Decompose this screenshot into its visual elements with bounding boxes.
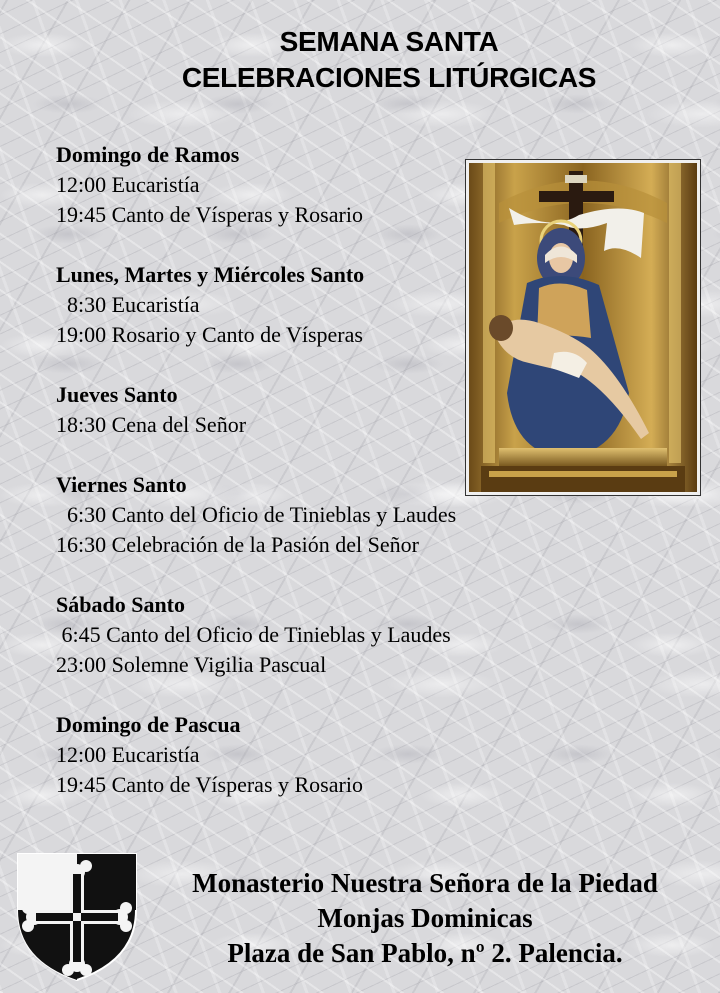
- section-title: Domingo de Ramos: [56, 142, 240, 167]
- title-line-1: SEMANA SANTA: [279, 26, 499, 57]
- section-title: Domingo de Pascua: [56, 712, 241, 737]
- footer: [150, 866, 700, 971]
- schedule-section: [56, 590, 656, 680]
- schedule-entry: 12:00 Eucaristía: [56, 172, 200, 197]
- footer-community: Monjas Dominicas: [317, 903, 533, 933]
- schedule-entry: 19:00 Rosario y Canto de Vísperas: [56, 322, 363, 347]
- section-title: Sábado Santo: [56, 592, 186, 617]
- page-title: [0, 24, 720, 96]
- schedule-entry: 18:30 Cena del Señor: [56, 412, 247, 437]
- title-line-2: CELEBRACIONES LITÚRGICAS: [181, 62, 597, 93]
- footer-monastery-name: Monasterio Nuestra Señora de la Piedad: [192, 868, 658, 898]
- dominican-cross-shield-icon: [16, 852, 138, 982]
- section-title: Lunes, Martes y Miércoles Santo: [56, 262, 365, 287]
- schedule-entry: 19:45 Canto de Vísperas y Rosario: [56, 772, 363, 797]
- schedule-section: [56, 710, 656, 800]
- schedule-entry: 19:45 Canto de Vísperas y Rosario: [56, 202, 363, 227]
- schedule-entry: 6:30 Canto del Oficio de Tinieblas y Laudes: [56, 502, 457, 527]
- schedule-entry: 8:30 Eucaristía: [56, 292, 200, 317]
- section-title: Viernes Santo: [56, 472, 187, 497]
- schedule-entry: 16:30 Celebración de la Pasión del Señor: [56, 532, 419, 557]
- pieta-image: [465, 159, 701, 496]
- schedule-entry: 12:00 Eucaristía: [56, 742, 200, 767]
- schedule-entry: 23:00 Solemne Vigilia Pascual: [56, 652, 327, 677]
- section-title: Jueves Santo: [56, 382, 178, 407]
- footer-address: Plaza de San Pablo, nº 2. Palencia.: [227, 938, 623, 968]
- schedule-entry: 6:45 Canto del Oficio de Tinieblas y Laudes: [56, 622, 451, 647]
